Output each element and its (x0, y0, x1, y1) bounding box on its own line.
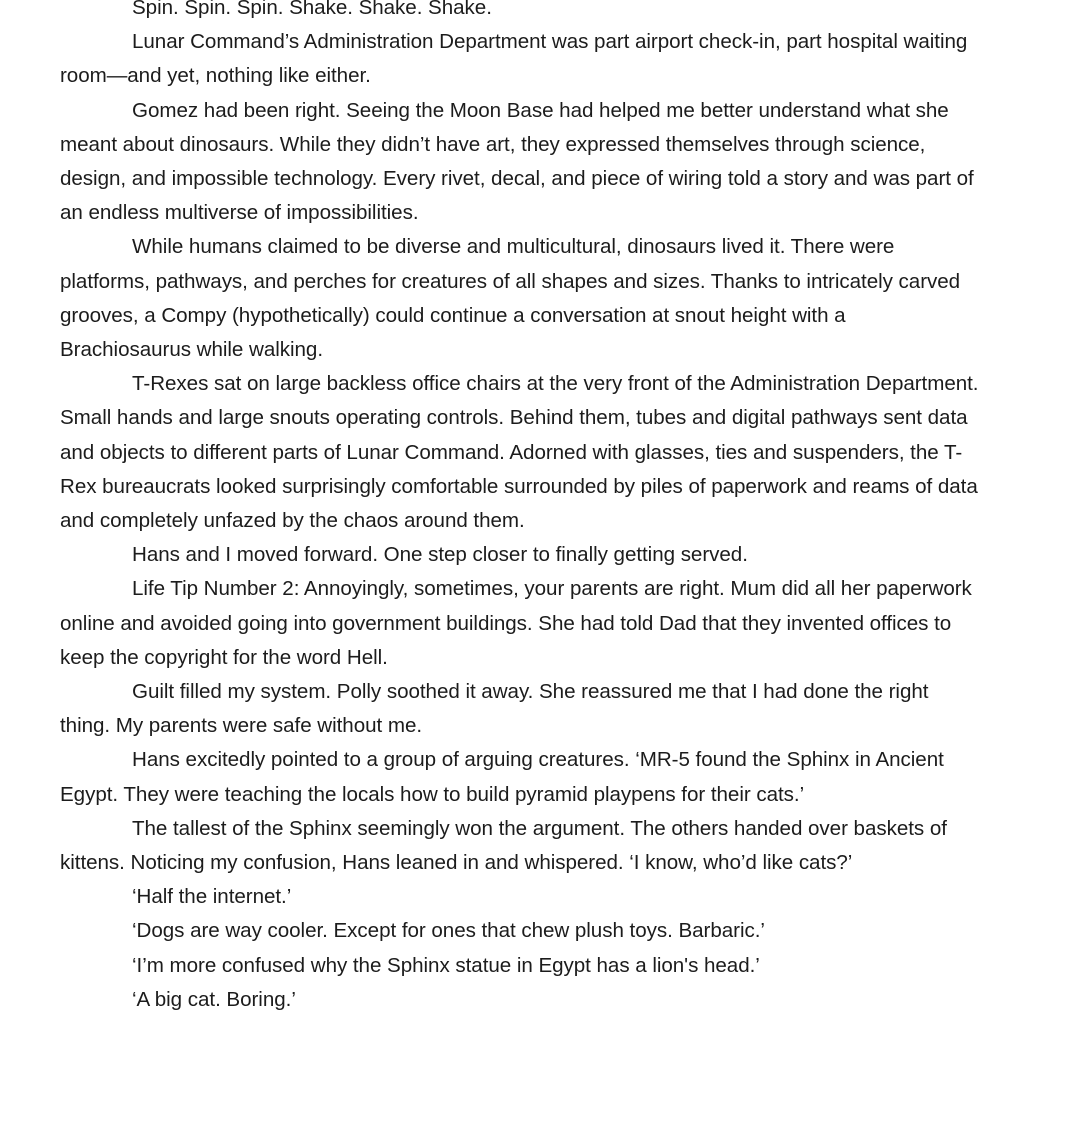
paragraph-life-tip: Life Tip Number 2: Annoyingly, sometimes, your parents are right. Mum did all her paperwork online and avoided going into government buildings. She had told Dad that they invented offices to keep the copyright for the word Hell. (60, 577, 972, 669)
dialogue-lion-head: ‘I’m more confused why the Sphinx statue in Egypt has a lion's head.’ (132, 953, 760, 977)
document-body (60, 0, 980, 1017)
paragraph-guilt: Guilt filled my system. Polly soothed it away. She reassured me that I had done the right thing. My parents were safe without me. (60, 680, 929, 738)
paragraph-gomez: Gomez had been right. Seeing the Moon Base had helped me better understand what she meant about dinosaurs. While they didn’t have art, they expressed themselves through science, design, and impossible technology. Every rivet, decal, and piece of wiring told a story and was part of an endless multiverse of impossibilities. (60, 98, 974, 225)
paragraph-spin: Spin. Spin. Spin. Shake. Shake. Shake. (132, 0, 492, 19)
paragraph-hans-moved: Hans and I moved forward. One step closer to finally getting served. (132, 543, 748, 567)
paragraph-t-rexes: T-Rexes sat on large backless office chairs at the very front of the Administration Department. Small hands and large snouts operating controls. Behind them, tubes and digital pathways sent data and objects to different parts of Lunar Command. Adorned with glasses, ties and suspenders, the T-Rex bureaucrats looked surprisingly comfortable surrounded by piles of paperwork and reams of data and completely unfazed by the chaos around them. (60, 372, 979, 533)
dialogue-half-internet: ‘Half the internet.’ (132, 885, 292, 909)
paragraph-lunar-command: Lunar Command’s Administration Department was part airport check-in, part hospital waiting room—and yet, nothing like either. (60, 30, 968, 88)
paragraph-sphinx-egypt: Hans excitedly pointed to a group of arguing creatures. ‘MR-5 found the Sphinx in Ancient Egypt. They were teaching the locals how to build pyramid playpens for their cats.’ (60, 748, 944, 806)
dialogue-dogs-cooler: ‘Dogs are way cooler. Except for ones that chew plush toys. Barbaric.’ (132, 919, 765, 943)
dialogue-big-cat: ‘A big cat. Boring.’ (132, 987, 296, 1011)
paragraph-tallest-sphinx: The tallest of the Sphinx seemingly won the argument. The others handed over baskets of kittens. Noticing my confusion, Hans leaned in and whispered. ‘I know, who’d like cats?’ (60, 816, 947, 875)
paragraph-humans-diverse: While humans claimed to be diverse and multicultural, dinosaurs lived it. There were platforms, pathways, and perches for creatures of all shapes and sizes. Thanks to intricately carved grooves, a Compy (hypothetically) could continue a conversation at snout height with a Brachiosaurus while walking. (60, 235, 961, 362)
